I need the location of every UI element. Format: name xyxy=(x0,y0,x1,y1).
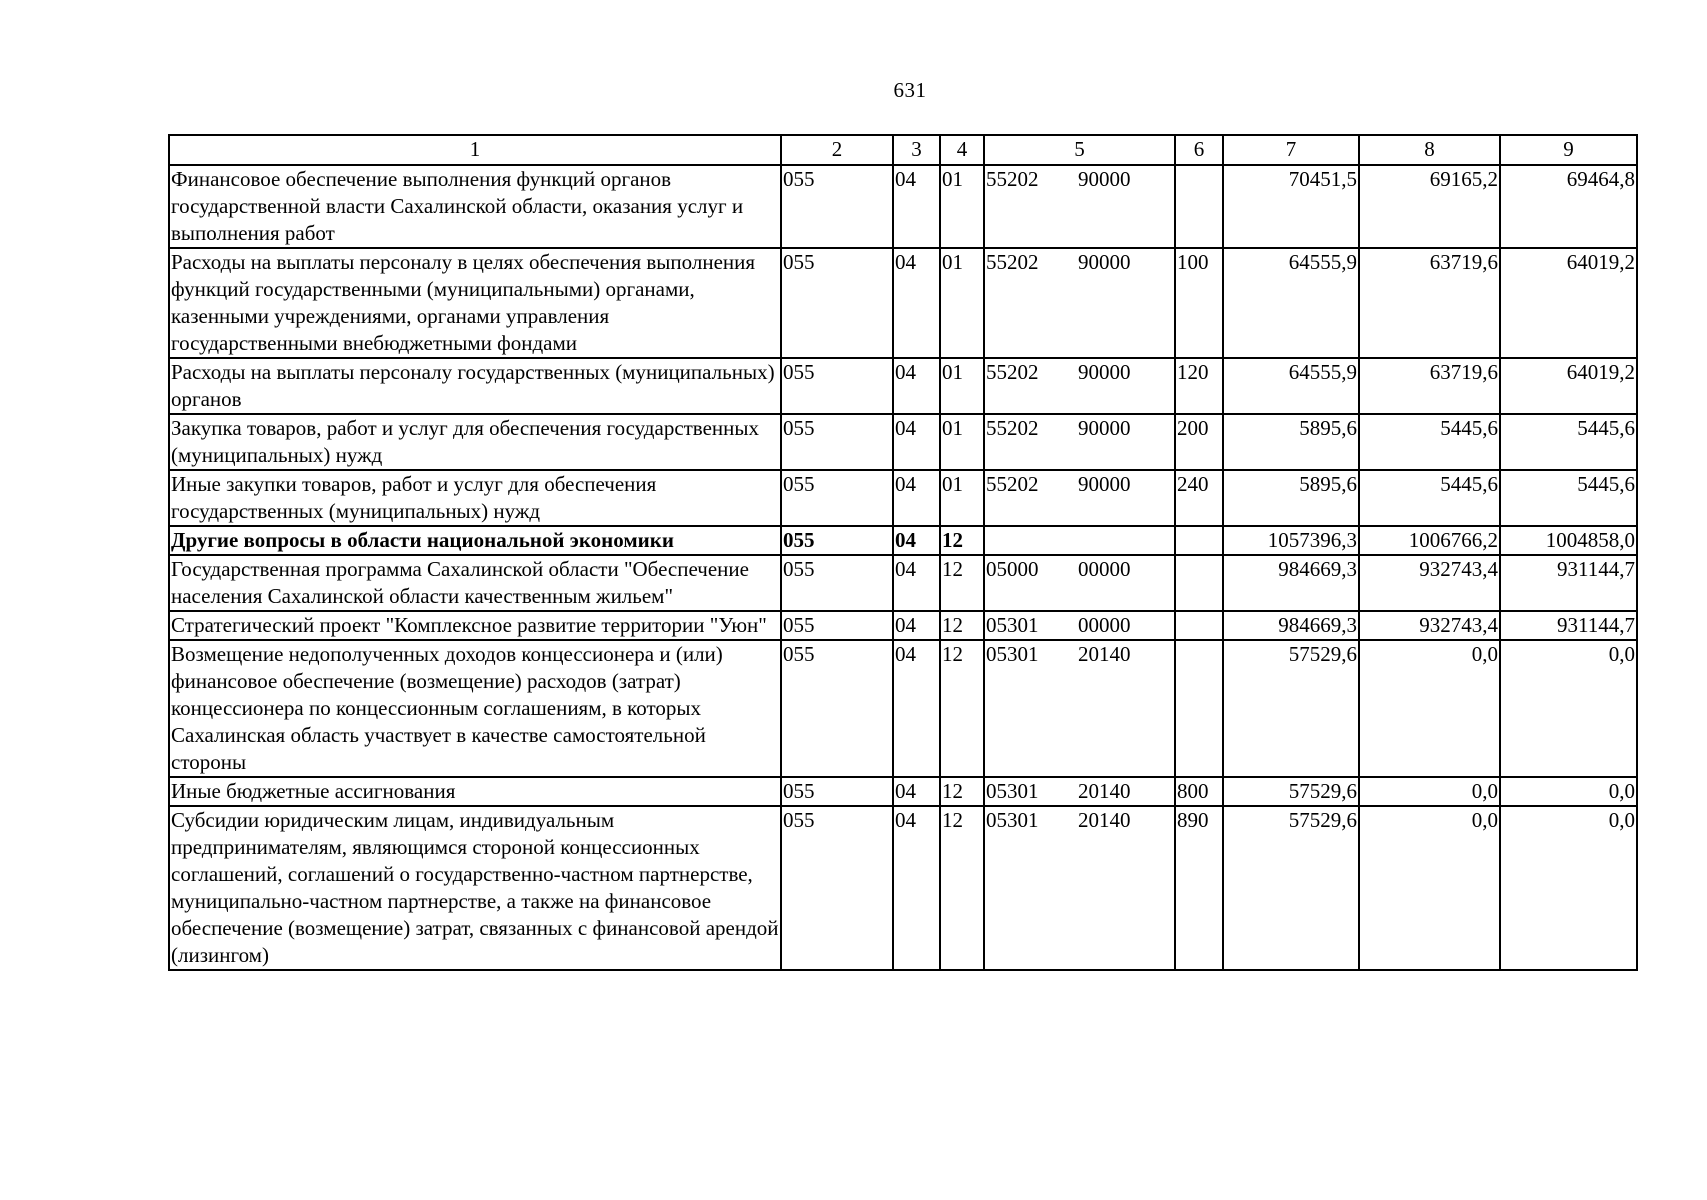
expense-type-code: 240 xyxy=(1175,470,1223,526)
amount-col-9: 931144,7 xyxy=(1500,555,1637,611)
amount-col-9: 69464,8 xyxy=(1500,165,1637,248)
budget-table xyxy=(168,134,1638,971)
expense-type-code: 100 xyxy=(1175,248,1223,358)
program-code: 55202 xyxy=(986,360,1039,384)
program-code: 55202 xyxy=(986,416,1039,440)
row-name: Государственная программа Сахалинской области "Обеспечение населения Сахалинской области качественным жильем" xyxy=(169,555,781,611)
amount-col-7: 57529,6 xyxy=(1223,806,1359,970)
amount-col-9: 0,0 xyxy=(1500,640,1637,777)
row-name: Стратегический проект "Комплексное развитие территории "Уюн" xyxy=(169,611,781,640)
ministry-code: 055 xyxy=(781,611,893,640)
amount-col-7: 984669,3 xyxy=(1223,555,1359,611)
target-article-code xyxy=(984,414,1175,470)
direction-code: 90000 xyxy=(1078,250,1131,274)
row-name: Расходы на выплаты персоналу государственных (муниципальных) органов xyxy=(169,358,781,414)
amount-col-9: 1004858,0 xyxy=(1500,526,1637,555)
section-code: 04 xyxy=(893,165,940,248)
expense-type-code: 120 xyxy=(1175,358,1223,414)
program-code: 05301 xyxy=(986,779,1039,803)
amount-col-9: 0,0 xyxy=(1500,777,1637,806)
direction-code: 90000 xyxy=(1078,416,1131,440)
table-row xyxy=(169,165,1637,248)
table-row xyxy=(169,248,1637,358)
target-article-code xyxy=(984,611,1175,640)
section-code: 04 xyxy=(893,611,940,640)
subsection-code: 01 xyxy=(940,358,984,414)
table-row xyxy=(169,470,1637,526)
target-article-code xyxy=(984,806,1175,970)
page-number: 631 xyxy=(893,78,927,102)
subsection-code: 12 xyxy=(940,777,984,806)
header-row xyxy=(169,135,1637,165)
row-name: Иные бюджетные ассигнования xyxy=(169,777,781,806)
amount-col-9: 5445,6 xyxy=(1500,470,1637,526)
subsection-code: 12 xyxy=(940,806,984,970)
target-article-code xyxy=(984,777,1175,806)
amount-col-8: 0,0 xyxy=(1359,777,1500,806)
amount-col-9: 5445,6 xyxy=(1500,414,1637,470)
subsection-code: 01 xyxy=(940,165,984,248)
column-header-4: 4 xyxy=(940,135,984,165)
column-header-2: 2 xyxy=(781,135,893,165)
ministry-code: 055 xyxy=(781,777,893,806)
column-header-5: 5 xyxy=(984,135,1175,165)
amount-col-7: 64555,9 xyxy=(1223,248,1359,358)
program-code: 55202 xyxy=(986,250,1039,274)
program-code: 05301 xyxy=(986,613,1039,637)
table-body xyxy=(169,165,1637,970)
direction-code: 00000 xyxy=(1078,613,1131,637)
expense-type-code: 890 xyxy=(1175,806,1223,970)
row-name: Возмещение недополученных доходов концессионера и (или) финансовое обеспечение (возмещение) расходов (затрат) концессионера по концессионным соглашениям, в которых Сахалинская область участвует в качестве самостоятельной стороны xyxy=(169,640,781,777)
amount-col-9: 64019,2 xyxy=(1500,248,1637,358)
amount-col-9: 0,0 xyxy=(1500,806,1637,970)
table-row xyxy=(169,526,1637,555)
target-article-code xyxy=(984,526,1175,555)
amount-col-8: 69165,2 xyxy=(1359,165,1500,248)
expense-type-code: 800 xyxy=(1175,777,1223,806)
amount-col-8: 0,0 xyxy=(1359,806,1500,970)
column-header-8: 8 xyxy=(1359,135,1500,165)
column-header-7: 7 xyxy=(1223,135,1359,165)
subsection-code: 01 xyxy=(940,414,984,470)
amount-col-7: 984669,3 xyxy=(1223,611,1359,640)
amount-col-8: 1006766,2 xyxy=(1359,526,1500,555)
table-row xyxy=(169,358,1637,414)
direction-code: 00000 xyxy=(1078,557,1131,581)
target-article-code xyxy=(984,358,1175,414)
amount-col-7: 5895,6 xyxy=(1223,470,1359,526)
section-code: 04 xyxy=(893,358,940,414)
section-code: 04 xyxy=(893,526,940,555)
table-row xyxy=(169,777,1637,806)
expense-type-code xyxy=(1175,611,1223,640)
row-name: Иные закупки товаров, работ и услуг для обеспечения государственных (муниципальных) нужд xyxy=(169,470,781,526)
direction-code: 20140 xyxy=(1078,779,1131,803)
row-name: Другие вопросы в области национальной экономики xyxy=(169,526,781,555)
target-article-code xyxy=(984,165,1175,248)
amount-col-8: 932743,4 xyxy=(1359,611,1500,640)
ministry-code: 055 xyxy=(781,555,893,611)
direction-code: 90000 xyxy=(1078,360,1131,384)
amount-col-7: 57529,6 xyxy=(1223,777,1359,806)
direction-code: 90000 xyxy=(1078,472,1131,496)
amount-col-8: 63719,6 xyxy=(1359,248,1500,358)
subsection-code: 01 xyxy=(940,248,984,358)
target-article-code xyxy=(984,555,1175,611)
table-row xyxy=(169,611,1637,640)
expense-type-code xyxy=(1175,526,1223,555)
direction-code: 20140 xyxy=(1078,642,1131,666)
section-code: 04 xyxy=(893,777,940,806)
ministry-code: 055 xyxy=(781,165,893,248)
row-name: Расходы на выплаты персоналу в целях обеспечения выполнения функций государственными (муниципальными) органами, казенными учреждениями, органами управления государственными внебюджетными фондами xyxy=(169,248,781,358)
section-code: 04 xyxy=(893,555,940,611)
section-code: 04 xyxy=(893,414,940,470)
program-code: 05301 xyxy=(986,642,1039,666)
amount-col-8: 5445,6 xyxy=(1359,414,1500,470)
ministry-code: 055 xyxy=(781,526,893,555)
column-header-1: 1 xyxy=(169,135,781,165)
row-name: Закупка товаров, работ и услуг для обеспечения государственных (муниципальных) нужд xyxy=(169,414,781,470)
target-article-code xyxy=(984,640,1175,777)
subsection-code: 12 xyxy=(940,611,984,640)
table-row xyxy=(169,640,1637,777)
amount-col-8: 5445,6 xyxy=(1359,470,1500,526)
amount-col-7: 70451,5 xyxy=(1223,165,1359,248)
table-row xyxy=(169,414,1637,470)
ministry-code: 055 xyxy=(781,806,893,970)
target-article-code xyxy=(984,470,1175,526)
amount-col-8: 932743,4 xyxy=(1359,555,1500,611)
section-code: 04 xyxy=(893,470,940,526)
program-code: 05301 xyxy=(986,808,1039,832)
program-code: 55202 xyxy=(986,167,1039,191)
section-code: 04 xyxy=(893,248,940,358)
amount-col-7: 64555,9 xyxy=(1223,358,1359,414)
section-code: 04 xyxy=(893,640,940,777)
amount-col-7: 57529,6 xyxy=(1223,640,1359,777)
subsection-code: 12 xyxy=(940,640,984,777)
program-code: 55202 xyxy=(986,472,1039,496)
target-article-code xyxy=(984,248,1175,358)
amount-col-8: 0,0 xyxy=(1359,640,1500,777)
ministry-code: 055 xyxy=(781,414,893,470)
program-code: 05000 xyxy=(986,557,1039,581)
table-row xyxy=(169,806,1637,970)
expense-type-code xyxy=(1175,640,1223,777)
section-code: 04 xyxy=(893,806,940,970)
ministry-code: 055 xyxy=(781,640,893,777)
direction-code: 90000 xyxy=(1078,167,1131,191)
direction-code: 20140 xyxy=(1078,808,1131,832)
amount-col-7: 1057396,3 xyxy=(1223,526,1359,555)
amount-col-7: 5895,6 xyxy=(1223,414,1359,470)
amount-col-9: 931144,7 xyxy=(1500,611,1637,640)
column-header-9: 9 xyxy=(1500,135,1637,165)
subsection-code: 12 xyxy=(940,526,984,555)
expense-type-code: 200 xyxy=(1175,414,1223,470)
ministry-code: 055 xyxy=(781,248,893,358)
table-row xyxy=(169,555,1637,611)
ministry-code: 055 xyxy=(781,470,893,526)
ministry-code: 055 xyxy=(781,358,893,414)
expense-type-code xyxy=(1175,555,1223,611)
amount-col-8: 63719,6 xyxy=(1359,358,1500,414)
row-name: Субсидии юридическим лицам, индивидуальным предпринимателям, являющимся стороной концессионных соглашений, соглашений о государственно-частном партнерстве, муниципально-частном партнерстве, а также на финансовое обеспечение (возмещение) затрат, связанных с финансовой арендой (лизингом) xyxy=(169,806,781,970)
subsection-code: 12 xyxy=(940,555,984,611)
row-name: Финансовое обеспечение выполнения функций органов государственной власти Сахалинской области, оказания услуг и выполнения работ xyxy=(169,165,781,248)
column-header-3: 3 xyxy=(893,135,940,165)
expense-type-code xyxy=(1175,165,1223,248)
amount-col-9: 64019,2 xyxy=(1500,358,1637,414)
subsection-code: 01 xyxy=(940,470,984,526)
column-header-6: 6 xyxy=(1175,135,1223,165)
